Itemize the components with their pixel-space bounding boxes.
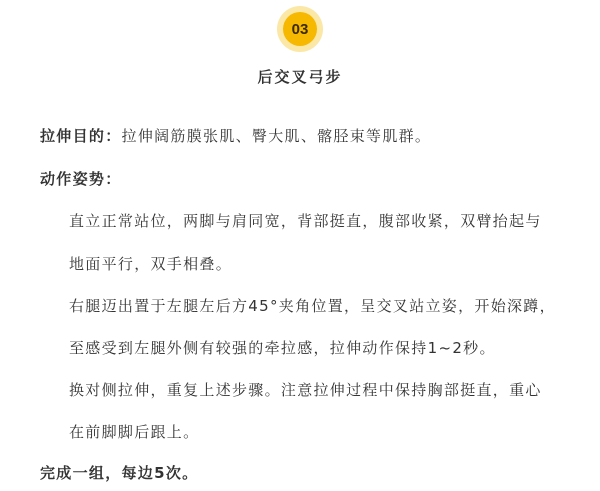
step-line-4: 至感受到左腿外侧有较强的牵拉感，拉伸动作保持1~2秒。 (69, 339, 496, 357)
step-line-5: 换对侧拉伸，重复上述步骤。注意拉伸过程中保持胸部挺直，重心 (69, 381, 542, 399)
step-line-3: 右腿迈出置于左腿左后方45°夹角位置，呈交叉站立姿，开始深蹲， (69, 297, 556, 315)
finish-instruction: 完成一组，每边5次。 (40, 464, 199, 482)
badge-ring (277, 6, 323, 52)
step-number-badge (277, 6, 323, 52)
purpose-label: 拉伸目的： (40, 127, 122, 145)
step-line-1: 直立正常站位，两脚与肩同宽，背部挺直，腹部收紧，双臂抬起与 (69, 212, 542, 230)
posture-heading: 动作姿势： (40, 170, 122, 188)
step-line-2: 地面平行，双手相叠。 (69, 255, 233, 273)
page-title: 后交叉弓步 (257, 68, 343, 86)
purpose-text: 拉伸阔筋膜张肌、臀大肌、髂胫束等肌群。 (121, 127, 432, 145)
badge-number: 03 (283, 12, 317, 46)
purpose-line (40, 125, 431, 146)
step-line-6: 在前脚脚后跟上。 (69, 423, 200, 441)
